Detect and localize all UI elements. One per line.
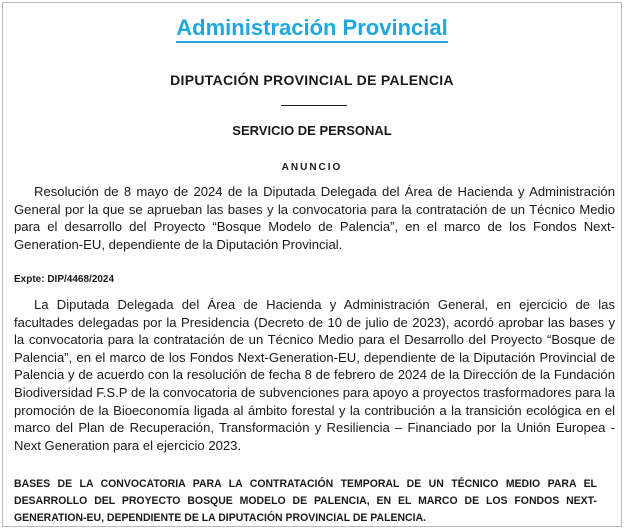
section-header [3, 15, 621, 41]
divider-line [281, 105, 347, 106]
bases-heading: BASES DE LA CONVOCATORIA PARA LA CONTRATACIÓN TEMPORAL DE UN TÉCNICO MEDIO PARA EL DESARROLLO DEL PROYECTO BOSQUE MODELO DE PALENCIA, EN EL MARCO DE LOS FONDOS NEXT-GENERATION-EU, DEPENDIENTE DE LA DIPUTACIÓN PROVINCIAL DE PALENCIA. [14, 478, 597, 524]
resolution-paragraph: Resolución de 8 mayo de 2024 de la Diputada Delegada del Área de Hacienda y Administración General por la que se aprueban las bases y la convocatoria para la contratación de un Técnico Medio para el desarrollo del Proyecto “Bosque Modelo de Palencia”, en el marco de los Fondos Next-Generation-EU, dependiente de la Diputación Provincial. [14, 184, 615, 252]
file-number: Expte: DIP/4468/2024 [14, 274, 115, 285]
section-header-title: Administración Provincial [176, 15, 447, 43]
organization-name: DIPUTACIÓN PROVINCIAL DE PALENCIA [170, 72, 454, 88]
body-paragraph: La Diputada Delegada del Área de Hacienda y Administración General, en ejercicio de las facultades delegadas por la Presidencia (Decreto de 10 de julio de 2023), acordó aprobar las bases y la convocatoria para la contratación de un Técnico Medio para el Desarrollo del Proyecto “Bosque de Palencia”, en el marco de los Fondos Next-Generation-EU, dependiente de la Diputación Provincial de Palencia y de acuerdo con la resolución de fecha 8 de febrero de 2024 de la Dirección de la Fundación Biodiversidad F.S.P de la convocatoria de subvenciones para apoyo a proyectos trasformadores para la promoción de la Bioeconomía ligada al ámbito forestal y la contribución a la transición ecológica en el marco del Plan de Recuperación, Transformación y Resiliencia – Financiado por la Unión Europea -Next Generation para el ejercicio 2023. [14, 297, 615, 453]
announcement-label: ANUNCIO [281, 162, 343, 173]
document-page [2, 2, 622, 527]
service-name: SERVICIO DE PERSONAL [232, 123, 392, 138]
